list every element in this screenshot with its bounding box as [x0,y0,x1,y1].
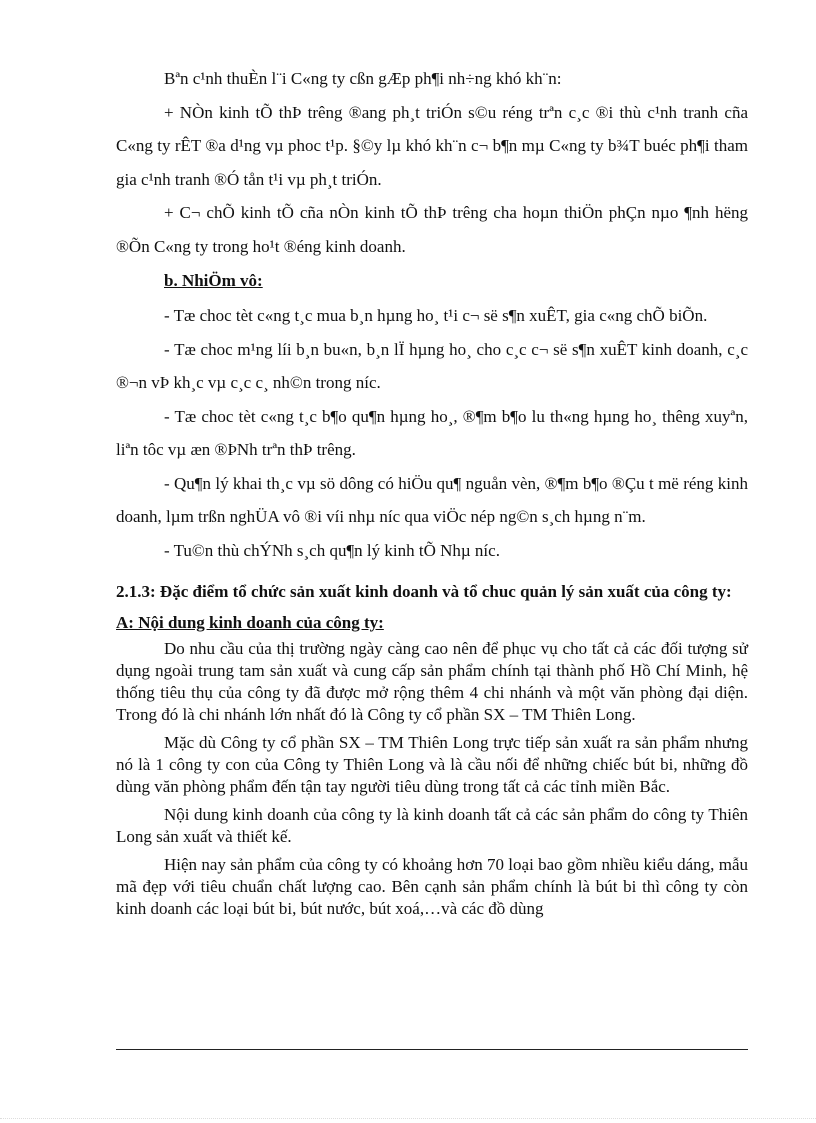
document-page [116,62,748,920]
task-item-5: - Tu©n thù chÝNh s¸ch qu¶n lý kinh tÕ Nhµ níc. [164,540,500,560]
task-item-2: - Tæ choc m¹ng líi b¸n bu«n, b¸n lÏ hµng ho¸ cho c¸c c¬ së s¶n xuÊT kinh doanh, c¸c ®¬n vÞ kh¸c vµ c¸c c¸ nh©n trong níc. [116,339,748,392]
body-paragraph-1: Do nhu cầu của thị trường ngày càng cao nên để phục vụ cho tất cả các đối tượng sử dụng ngoài trung tam sản xuất và cung cấp sản phẩm chính tại thành phố Hồ Chí Minh, hệ thống tiêu thụ của công ty đã được mở rộng thêm 4 chi nhánh và một văn phòng đại diện. Trong đó là chi nhánh lớn nhất đó là Công ty cổ phần SX – TM Thiên Long. [116,639,748,724]
subheading-tasks: b. NhiÖm vô: [164,271,263,290]
task-item-1: - Tæ choc tèt c«ng t¸c mua b¸n hµng ho¸ t¹i c¬ së s¶n xuÊT, gia c«ng chÕ biÕn. [164,306,708,325]
footer-rule [116,1049,748,1050]
paragraph-market-competition: + NÒn kinh tÕ thÞ trêng ®ang ph¸t triÓn s©u réng trªn c¸c ®i thù c¹nh tranh cña C«ng ty rÊT ®a d¹ng vµ phoc t¹p. §©y lµ khó kh¨n c¬ b¶n mµ C«ng ty b¾T buéc ph¶i tham gia c¹nh tranh ®Ó tån t¹i vµ ph¸t triÓn. [116,102,748,189]
body-paragraph-2: Mặc dù Công ty cổ phần SX – TM Thiên Long trực tiếp sản xuất ra sản phẩm nhưng nó là 1 công ty con của Công ty Thiên Long và là cầu nối để những chiếc bút bi, những đồ dùng văn phòng phẩm đến tận tay người tiêu dùng trong tất cả các tỉnh miền Bắc. [116,733,748,796]
body-paragraph-3: Nội dung kinh doanh của công ty là kinh doanh tất cả các sản phẩm do công ty Thiên Long sản xuất và thiết kế. [116,805,748,846]
paragraph-economic-mechanism: + C¬ chÕ kinh tÕ cña nÒn kinh tÕ thÞ trêng cha hoµn thiÖn phÇn nµo ¶nh hëng ®Õn C«ng ty trong ho¹t ®éng kinh doanh. [116,203,748,256]
body-paragraph-4: Hiện nay sản phẩm của công ty có khoảng hơn 70 loại bao gồm nhiều kiểu dáng, mẫu mã đẹp với tiêu chuẩn chất lượng cao. Bên cạnh sản phẩm chính là bút bi thì công ty còn kinh doanh các loại bút bi, bút nước, bút xoá,…và các đồ dùng [116,855,748,918]
section-title: 2.1.3: Đặc điểm tổ chức sản xuất kinh doanh và tổ chuc quản lý sản xuất của công ty: [116,582,732,601]
subsection-title: A: Nội dung kinh doanh của công ty: [116,613,384,632]
task-item-4: - Qu¶n lý khai th¸c vµ sö dông có hiÖu qu¶ nguån vèn, ®¶m b¶o ®Çu t më réng kinh doanh, lµm trßn nghÜA vô ®i víi nhµ níc qua viÖc nép ng©n s¸ch hµng n¨m. [116,473,748,526]
page-bottom-edge [0,1118,816,1119]
paragraph-advantages-intro: Bªn c¹nh thuÈn l¨i C«ng ty cßn gÆp ph¶i nh÷ng khó kh¨n: [164,69,562,88]
task-item-3: - Tæ choc tèt c«ng t¸c b¶o qu¶n hµng ho¸, ®¶m b¶o lu th«ng hµng ho¸ thêng xuyªn, liªn tôc vµ æn ®ÞNh trªn thÞ trêng. [116,406,748,459]
